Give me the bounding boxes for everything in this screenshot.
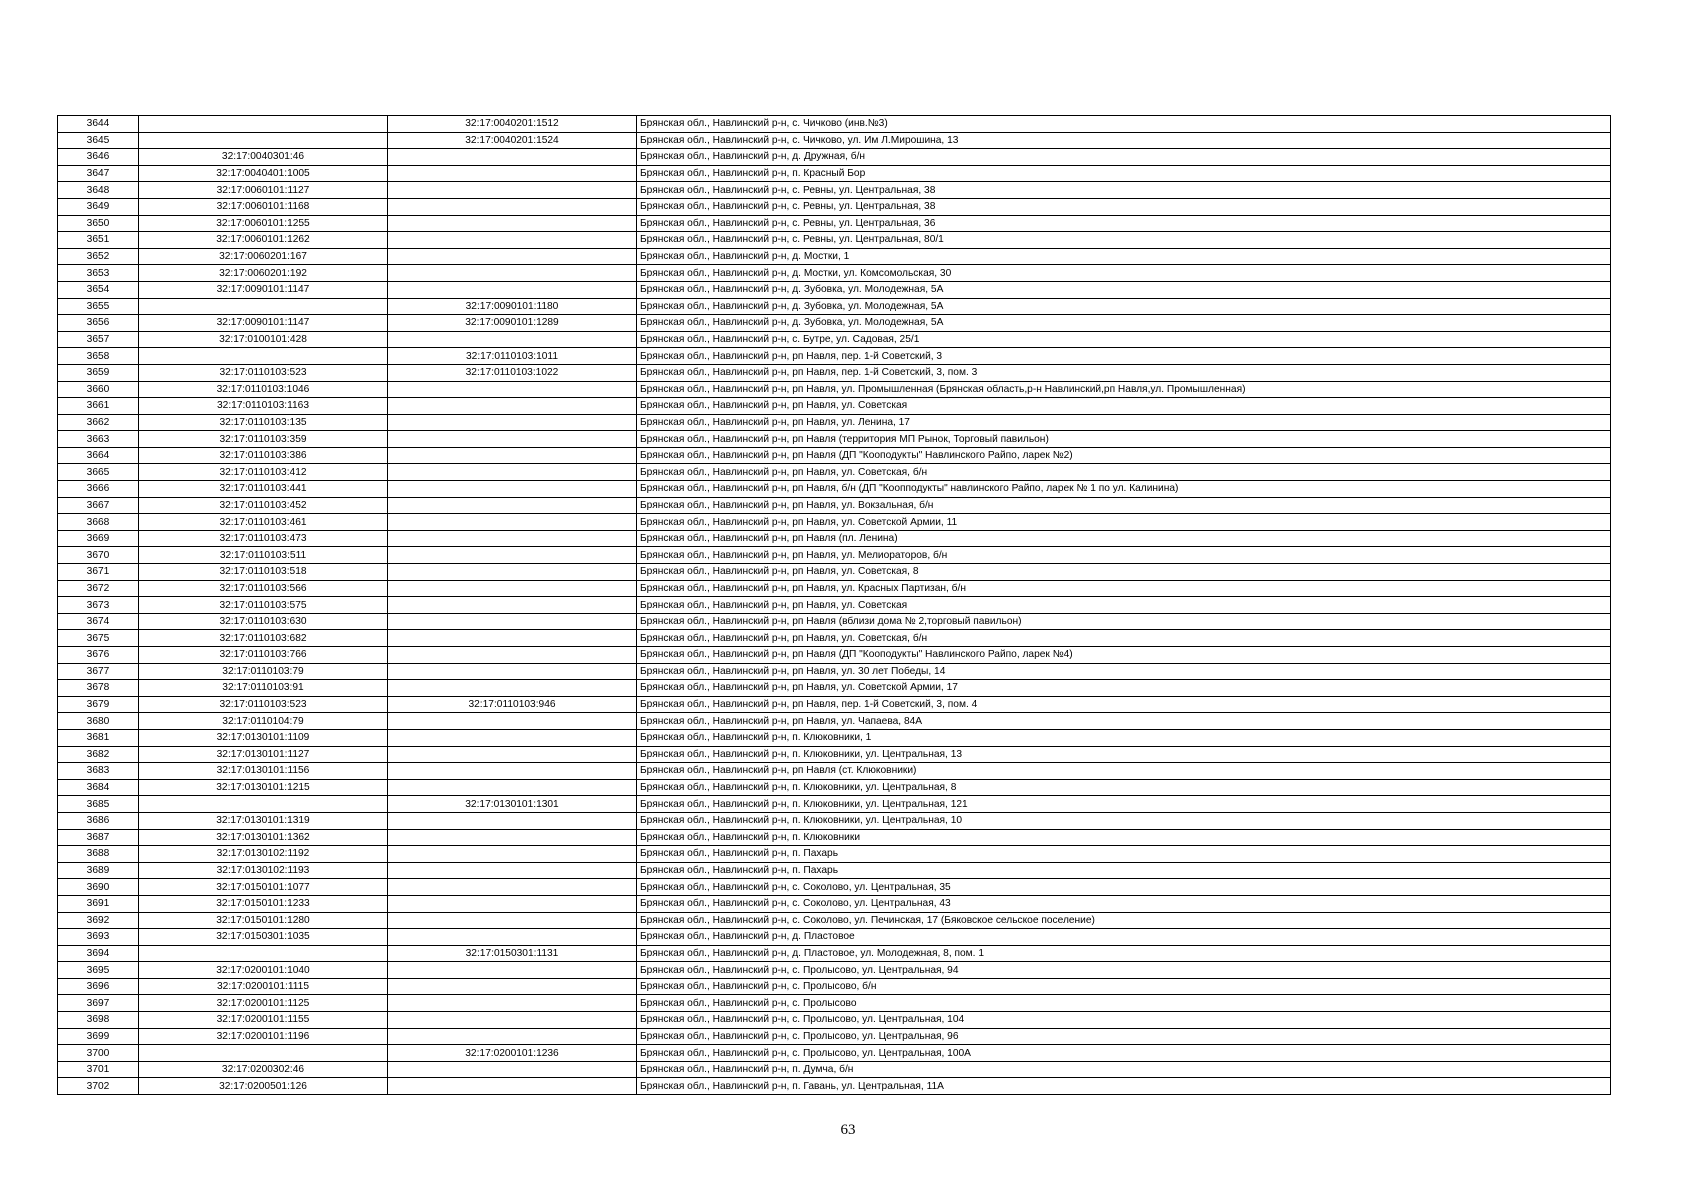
cadastral-number-cell: 32:17:0110103:1046 <box>139 381 388 398</box>
row-number-cell: 3697 <box>58 995 139 1012</box>
row-number-cell: 3701 <box>58 1061 139 1078</box>
address-cell: Брянская обл., Навлинский р-н, с. Соколово, ул. Печинская, 17 (Бяковское сельское поселение) <box>637 912 1611 929</box>
cadastral-number-secondary-cell <box>388 547 637 564</box>
cadastral-number-cell: 32:17:0150101:1077 <box>139 879 388 896</box>
cadastral-number-secondary-cell <box>388 995 637 1012</box>
cadastral-number-secondary-cell <box>388 680 637 697</box>
row-number-cell: 3698 <box>58 1012 139 1029</box>
cadastral-number-secondary-cell <box>388 265 637 282</box>
table-row <box>58 265 1611 282</box>
row-number-cell: 3664 <box>58 447 139 464</box>
cadastral-number-cell: 32:17:0150301:1035 <box>139 929 388 946</box>
table-row <box>58 613 1611 630</box>
address-cell: Брянская обл., Навлинский р-н, с. Пролысово, ул. Центральная, 96 <box>637 1028 1611 1045</box>
property-table <box>57 115 1611 1095</box>
table-row <box>58 779 1611 796</box>
row-number-cell: 3681 <box>58 729 139 746</box>
row-number-cell: 3674 <box>58 613 139 630</box>
row-number-cell: 3687 <box>58 829 139 846</box>
cadastral-number-cell <box>139 116 388 133</box>
table-row <box>58 862 1611 879</box>
table-row <box>58 514 1611 531</box>
table-row <box>58 497 1611 514</box>
row-number-cell: 3690 <box>58 879 139 896</box>
cadastral-number-secondary-cell <box>388 978 637 995</box>
row-number-cell: 3658 <box>58 348 139 365</box>
address-cell: Брянская обл., Навлинский р-н, п. Клюковники <box>637 829 1611 846</box>
address-cell: Брянская обл., Навлинский р-н, с. Бутре, ул. Садовая, 25/1 <box>637 331 1611 348</box>
table-row <box>58 763 1611 780</box>
address-cell: Брянская обл., Навлинский р-н, рп Навля, ул. Советская <box>637 597 1611 614</box>
table-row <box>58 447 1611 464</box>
cadastral-number-secondary-cell <box>388 331 637 348</box>
table-row <box>58 895 1611 912</box>
table-row <box>58 647 1611 664</box>
table-row <box>58 729 1611 746</box>
cadastral-number-cell: 32:17:0110103:1163 <box>139 398 388 415</box>
table-row <box>58 1045 1611 1062</box>
row-number-cell: 3693 <box>58 929 139 946</box>
address-cell: Брянская обл., Навлинский р-н, рп Навля (ДП "Кооподукты" Навлинского Райпо, ларек №2) <box>637 447 1611 464</box>
address-cell: Брянская обл., Навлинский р-н, д. Мостки, 1 <box>637 248 1611 265</box>
address-cell: Брянская обл., Навлинский р-н, с. Пролысово, ул. Центральная, 100А <box>637 1045 1611 1062</box>
address-cell: Брянская обл., Навлинский р-н, рп Навля, пер. 1-й Советский, 3 <box>637 348 1611 365</box>
cadastral-number-cell <box>139 945 388 962</box>
cadastral-number-secondary-cell: 32:17:0040201:1524 <box>388 132 637 149</box>
row-number-cell: 3670 <box>58 547 139 564</box>
cadastral-number-cell: 32:17:0090101:1147 <box>139 281 388 298</box>
row-number-cell: 3671 <box>58 564 139 581</box>
cadastral-number-secondary-cell <box>388 447 637 464</box>
address-cell: Брянская обл., Навлинский р-н, с. Чичково, ул. Им Л.Мирошина, 13 <box>637 132 1611 149</box>
cadastral-number-secondary-cell <box>388 281 637 298</box>
row-number-cell: 3694 <box>58 945 139 962</box>
address-cell: Брянская обл., Навлинский р-н, рп Навля, б/н (ДП "Коопподукты" навлинского Райпо, ларек № 1 по ул. Калинина) <box>637 481 1611 498</box>
cadastral-number-cell: 32:17:0200101:1125 <box>139 995 388 1012</box>
table-row <box>58 962 1611 979</box>
address-cell: Брянская обл., Навлинский р-н, д. Пластовое, ул. Молодежная, 8, пом. 1 <box>637 945 1611 962</box>
table-row <box>58 398 1611 415</box>
cadastral-number-cell: 32:17:0110103:441 <box>139 481 388 498</box>
cadastral-number-cell: 32:17:0060201:167 <box>139 248 388 265</box>
address-cell: Брянская обл., Навлинский р-н, п. Клюковники, ул. Центральная, 13 <box>637 746 1611 763</box>
table-row <box>58 1028 1611 1045</box>
row-number-cell: 3696 <box>58 978 139 995</box>
cadastral-number-secondary-cell <box>388 215 637 232</box>
row-number-cell: 3700 <box>58 1045 139 1062</box>
cadastral-number-secondary-cell <box>388 464 637 481</box>
cadastral-number-secondary-cell <box>388 1028 637 1045</box>
cadastral-number-cell: 32:17:0060101:1255 <box>139 215 388 232</box>
address-cell: Брянская обл., Навлинский р-н, рп Навля, ул. Вокзальная, б/н <box>637 497 1611 514</box>
cadastral-number-secondary-cell: 32:17:0040201:1512 <box>388 116 637 133</box>
table-row <box>58 580 1611 597</box>
row-number-cell: 3684 <box>58 779 139 796</box>
cadastral-number-cell: 32:17:0110103:91 <box>139 680 388 697</box>
cadastral-number-secondary-cell <box>388 829 637 846</box>
cadastral-number-cell: 32:17:0100101:428 <box>139 331 388 348</box>
row-number-cell: 3649 <box>58 198 139 215</box>
cadastral-number-secondary-cell <box>388 1012 637 1029</box>
address-cell: Брянская обл., Навлинский р-н, рп Навля (территория МП Рынок, Торговый павильон) <box>637 431 1611 448</box>
table-row <box>58 132 1611 149</box>
cadastral-number-cell: 32:17:0110103:135 <box>139 414 388 431</box>
cadastral-number-cell: 32:17:0130102:1193 <box>139 862 388 879</box>
cadastral-number-cell: 32:17:0150101:1233 <box>139 895 388 912</box>
address-cell: Брянская обл., Навлинский р-н, п. Гавань, ул. Центральная, 11А <box>637 1078 1611 1095</box>
cadastral-number-cell: 32:17:0110104:79 <box>139 713 388 730</box>
cadastral-number-cell: 32:17:0110103:523 <box>139 364 388 381</box>
cadastral-number-secondary-cell <box>388 564 637 581</box>
cadastral-number-secondary-cell <box>388 431 637 448</box>
table-row <box>58 1061 1611 1078</box>
table-row <box>58 315 1611 332</box>
row-number-cell: 3689 <box>58 862 139 879</box>
address-cell: Брянская обл., Навлинский р-н, рп Навля, ул. Советская, 8 <box>637 564 1611 581</box>
table-row <box>58 215 1611 232</box>
cadastral-number-secondary-cell <box>388 613 637 630</box>
table-row <box>58 663 1611 680</box>
table-row <box>58 248 1611 265</box>
table-row <box>58 564 1611 581</box>
row-number-cell: 3682 <box>58 746 139 763</box>
cadastral-number-cell: 32:17:0110103:359 <box>139 431 388 448</box>
address-cell: Брянская обл., Навлинский р-н, рп Навля, ул. Советская, б/н <box>637 630 1611 647</box>
cadastral-number-cell: 32:17:0130101:1127 <box>139 746 388 763</box>
table-row <box>58 281 1611 298</box>
cadastral-number-cell: 32:17:0110103:682 <box>139 630 388 647</box>
address-cell: Брянская обл., Навлинский р-н, рп Навля, ул. Советской Армии, 17 <box>637 680 1611 697</box>
table-row <box>58 1078 1611 1095</box>
cadastral-number-secondary-cell: 32:17:0130101:1301 <box>388 796 637 813</box>
row-number-cell: 3699 <box>58 1028 139 1045</box>
address-cell: Брянская обл., Навлинский р-н, д. Зубовка, ул. Молодежная, 5А <box>637 281 1611 298</box>
address-cell: Брянская обл., Навлинский р-н, п. Клюковники, 1 <box>637 729 1611 746</box>
table-row <box>58 846 1611 863</box>
row-number-cell: 3650 <box>58 215 139 232</box>
address-cell: Брянская обл., Навлинский р-н, рп Навля (ДП "Кооподукты" Навлинского Райпо, ларек №4) <box>637 647 1611 664</box>
cadastral-number-cell: 32:17:0150101:1280 <box>139 912 388 929</box>
address-cell: Брянская обл., Навлинский р-н, п. Красный Бор <box>637 165 1611 182</box>
row-number-cell: 3666 <box>58 481 139 498</box>
cadastral-number-cell: 32:17:0110103:630 <box>139 613 388 630</box>
row-number-cell: 3661 <box>58 398 139 415</box>
address-cell: Брянская обл., Навлинский р-н, п. Пахарь <box>637 846 1611 863</box>
row-number-cell: 3644 <box>58 116 139 133</box>
row-number-cell: 3675 <box>58 630 139 647</box>
table-row <box>58 348 1611 365</box>
row-number-cell: 3672 <box>58 580 139 597</box>
cadastral-number-secondary-cell <box>388 248 637 265</box>
address-cell: Брянская обл., Навлинский р-н, рп Навля, пер. 1-й Советский, 3, пом. 3 <box>637 364 1611 381</box>
table-row <box>58 630 1611 647</box>
row-number-cell: 3654 <box>58 281 139 298</box>
cadastral-number-cell: 32:17:0090101:1147 <box>139 315 388 332</box>
table-row <box>58 929 1611 946</box>
cadastral-number-secondary-cell <box>388 597 637 614</box>
cadastral-number-cell: 32:17:0060201:192 <box>139 265 388 282</box>
cadastral-number-secondary-cell <box>388 165 637 182</box>
table-row <box>58 945 1611 962</box>
cadastral-number-cell: 32:17:0200302:46 <box>139 1061 388 1078</box>
table-row <box>58 746 1611 763</box>
address-cell: Брянская обл., Навлинский р-н, рп Навля, ул. Красных Партизан, б/н <box>637 580 1611 597</box>
table-row <box>58 796 1611 813</box>
address-cell: Брянская обл., Навлинский р-н, д. Мостки, ул. Комсомольская, 30 <box>637 265 1611 282</box>
row-number-cell: 3653 <box>58 265 139 282</box>
cadastral-number-secondary-cell <box>388 713 637 730</box>
cadastral-number-secondary-cell <box>388 414 637 431</box>
row-number-cell: 3695 <box>58 962 139 979</box>
address-cell: Брянская обл., Навлинский р-н, рп Навля, пер. 1-й Советский, 3, пом. 4 <box>637 696 1611 713</box>
cadastral-number-secondary-cell <box>388 198 637 215</box>
cadastral-number-cell: 32:17:0200101:1196 <box>139 1028 388 1045</box>
row-number-cell: 3657 <box>58 331 139 348</box>
cadastral-number-secondary-cell <box>388 182 637 199</box>
cadastral-number-cell: 32:17:0110103:766 <box>139 647 388 664</box>
address-cell: Брянская обл., Навлинский р-н, рп Навля, ул. Советская <box>637 398 1611 415</box>
cadastral-number-cell: 32:17:0110103:518 <box>139 564 388 581</box>
cadastral-number-secondary-cell <box>388 580 637 597</box>
address-cell: Брянская обл., Навлинский р-н, с. Ревны, ул. Центральная, 38 <box>637 182 1611 199</box>
row-number-cell: 3645 <box>58 132 139 149</box>
cadastral-number-secondary-cell: 32:17:0110103:946 <box>388 696 637 713</box>
row-number-cell: 3655 <box>58 298 139 315</box>
cadastral-number-cell <box>139 132 388 149</box>
cadastral-number-cell: 32:17:0200101:1115 <box>139 978 388 995</box>
address-cell: Брянская обл., Навлинский р-н, с. Соколово, ул. Центральная, 35 <box>637 879 1611 896</box>
cadastral-number-cell: 32:17:0130102:1192 <box>139 846 388 863</box>
address-cell: Брянская обл., Навлинский р-н, д. Пластовое <box>637 929 1611 946</box>
table-row <box>58 829 1611 846</box>
cadastral-number-cell: 32:17:0110103:386 <box>139 447 388 464</box>
cadastral-number-secondary-cell: 32:17:0110103:1022 <box>388 364 637 381</box>
table-row <box>58 165 1611 182</box>
table-row <box>58 331 1611 348</box>
address-cell: Брянская обл., Навлинский р-н, с. Ревны, ул. Центральная, 36 <box>637 215 1611 232</box>
cadastral-number-secondary-cell: 32:17:0150301:1131 <box>388 945 637 962</box>
cadastral-number-cell: 32:17:0110103:575 <box>139 597 388 614</box>
cadastral-number-cell: 32:17:0130101:1362 <box>139 829 388 846</box>
row-number-cell: 3660 <box>58 381 139 398</box>
cadastral-number-cell <box>139 348 388 365</box>
table-row <box>58 912 1611 929</box>
address-cell: Брянская обл., Навлинский р-н, п. Клюковники, ул. Центральная, 8 <box>637 779 1611 796</box>
cadastral-number-cell: 32:17:0130101:1215 <box>139 779 388 796</box>
address-cell: Брянская обл., Навлинский р-н, п. Пахарь <box>637 862 1611 879</box>
cadastral-number-secondary-cell <box>388 497 637 514</box>
table-row <box>58 464 1611 481</box>
cadastral-number-secondary-cell <box>388 962 637 979</box>
table-row <box>58 547 1611 564</box>
address-cell: Брянская обл., Навлинский р-н, рп Навля, ул. Советской Армии, 11 <box>637 514 1611 531</box>
cadastral-number-secondary-cell <box>388 232 637 249</box>
cadastral-number-cell: 32:17:0110103:412 <box>139 464 388 481</box>
row-number-cell: 3673 <box>58 597 139 614</box>
row-number-cell: 3647 <box>58 165 139 182</box>
cadastral-number-secondary-cell <box>388 763 637 780</box>
cadastral-number-secondary-cell: 32:17:0090101:1180 <box>388 298 637 315</box>
row-number-cell: 3685 <box>58 796 139 813</box>
address-cell: Брянская обл., Навлинский р-н, п. Клюковники, ул. Центральная, 121 <box>637 796 1611 813</box>
row-number-cell: 3680 <box>58 713 139 730</box>
row-number-cell: 3676 <box>58 647 139 664</box>
address-cell: Брянская обл., Навлинский р-н, с. Пролысово <box>637 995 1611 1012</box>
cadastral-number-secondary-cell <box>388 862 637 879</box>
address-cell: Брянская обл., Навлинский р-н, рп Навля (ст. Клюковники) <box>637 763 1611 780</box>
table-row <box>58 812 1611 829</box>
address-cell: Брянская обл., Навлинский р-н, с. Пролысово, б/н <box>637 978 1611 995</box>
table-row <box>58 530 1611 547</box>
cadastral-number-secondary-cell <box>388 481 637 498</box>
table-row <box>58 431 1611 448</box>
cadastral-number-secondary-cell: 32:17:0110103:1011 <box>388 348 637 365</box>
table-row <box>58 232 1611 249</box>
cadastral-number-cell: 32:17:0110103:452 <box>139 497 388 514</box>
cadastral-number-cell: 32:17:0060101:1168 <box>139 198 388 215</box>
cadastral-number-cell: 32:17:0110103:511 <box>139 547 388 564</box>
cadastral-number-cell: 32:17:0110103:461 <box>139 514 388 531</box>
address-cell: Брянская обл., Навлинский р-н, рп Навля, ул. Чапаева, 84А <box>637 713 1611 730</box>
cadastral-number-cell: 32:17:0040401:1005 <box>139 165 388 182</box>
table-row <box>58 381 1611 398</box>
cadastral-number-cell: 32:17:0060101:1262 <box>139 232 388 249</box>
table-row <box>58 713 1611 730</box>
row-number-cell: 3646 <box>58 149 139 166</box>
address-cell: Брянская обл., Навлинский р-н, рп Навля, ул. Советская, б/н <box>637 464 1611 481</box>
row-number-cell: 3665 <box>58 464 139 481</box>
address-cell: Брянская обл., Навлинский р-н, с. Пролысово, ул. Центральная, 104 <box>637 1012 1611 1029</box>
row-number-cell: 3677 <box>58 663 139 680</box>
cadastral-number-cell: 32:17:0200101:1040 <box>139 962 388 979</box>
cadastral-number-secondary-cell <box>388 149 637 166</box>
address-cell: Брянская обл., Навлинский р-н, рп Навля (вблизи дома № 2,торговый павильон) <box>637 613 1611 630</box>
table-row <box>58 298 1611 315</box>
address-cell: Брянская обл., Навлинский р-н, рп Навля (пл. Ленина) <box>637 530 1611 547</box>
cadastral-number-secondary-cell <box>388 530 637 547</box>
cadastral-number-secondary-cell <box>388 746 637 763</box>
address-cell: Брянская обл., Навлинский р-н, п. Клюковники, ул. Центральная, 10 <box>637 812 1611 829</box>
row-number-cell: 3667 <box>58 497 139 514</box>
cadastral-number-secondary-cell <box>388 729 637 746</box>
row-number-cell: 3678 <box>58 680 139 697</box>
row-number-cell: 3652 <box>58 248 139 265</box>
cadastral-number-cell <box>139 796 388 813</box>
cadastral-number-cell: 32:17:0110103:523 <box>139 696 388 713</box>
address-cell: Брянская обл., Навлинский р-н, с. Чичково (инв.№3) <box>637 116 1611 133</box>
cadastral-number-secondary-cell <box>388 381 637 398</box>
cadastral-number-secondary-cell <box>388 912 637 929</box>
row-number-cell: 3656 <box>58 315 139 332</box>
cadastral-number-secondary-cell <box>388 514 637 531</box>
cadastral-number-cell: 32:17:0110103:79 <box>139 663 388 680</box>
cadastral-number-cell <box>139 1045 388 1062</box>
cadastral-number-cell: 32:17:0040301:46 <box>139 149 388 166</box>
table-row <box>58 149 1611 166</box>
cadastral-number-cell: 32:17:0200501:126 <box>139 1078 388 1095</box>
cadastral-number-secondary-cell <box>388 398 637 415</box>
row-number-cell: 3668 <box>58 514 139 531</box>
table-row <box>58 414 1611 431</box>
table-row <box>58 364 1611 381</box>
row-number-cell: 3686 <box>58 812 139 829</box>
cadastral-number-cell: 32:17:0200101:1155 <box>139 1012 388 1029</box>
table-row <box>58 481 1611 498</box>
row-number-cell: 3659 <box>58 364 139 381</box>
row-number-cell: 3663 <box>58 431 139 448</box>
table-row <box>58 182 1611 199</box>
cadastral-number-secondary-cell <box>388 812 637 829</box>
cadastral-number-secondary-cell <box>388 1078 637 1095</box>
cadastral-number-secondary-cell: 32:17:0090101:1289 <box>388 315 637 332</box>
table-row <box>58 680 1611 697</box>
address-cell: Брянская обл., Навлинский р-н, с. Пролысово, ул. Центральная, 94 <box>637 962 1611 979</box>
table-row <box>58 995 1611 1012</box>
table-row <box>58 597 1611 614</box>
address-cell: Брянская обл., Навлинский р-н, д. Зубовка, ул. Молодежная, 5А <box>637 315 1611 332</box>
cadastral-number-secondary-cell <box>388 779 637 796</box>
address-cell: Брянская обл., Навлинский р-н, п. Думча, б/н <box>637 1061 1611 1078</box>
table-row <box>58 696 1611 713</box>
address-cell: Брянская обл., Навлинский р-н, рп Навля, ул. 30 лет Победы, 14 <box>637 663 1611 680</box>
row-number-cell: 3679 <box>58 696 139 713</box>
row-number-cell: 3669 <box>58 530 139 547</box>
address-cell: Брянская обл., Навлинский р-н, с. Ревны, ул. Центральная, 38 <box>637 198 1611 215</box>
property-table-body <box>58 116 1611 1095</box>
cadastral-number-cell: 32:17:0060101:1127 <box>139 182 388 199</box>
page-number: 63 <box>840 1122 856 1138</box>
table-row <box>58 116 1611 133</box>
row-number-cell: 3692 <box>58 912 139 929</box>
cadastral-number-secondary-cell <box>388 1061 637 1078</box>
cadastral-number-secondary-cell <box>388 846 637 863</box>
row-number-cell: 3651 <box>58 232 139 249</box>
cadastral-number-cell: 32:17:0110103:473 <box>139 530 388 547</box>
address-cell: Брянская обл., Навлинский р-н, рп Навля, ул. Мелиораторов, б/н <box>637 547 1611 564</box>
address-cell: Брянская обл., Навлинский р-н, с. Ревны, ул. Центральная, 80/1 <box>637 232 1611 249</box>
cadastral-number-secondary-cell: 32:17:0200101:1236 <box>388 1045 637 1062</box>
table-row <box>58 1012 1611 1029</box>
address-cell: Брянская обл., Навлинский р-н, д. Зубовка, ул. Молодежная, 5А <box>637 298 1611 315</box>
address-cell: Брянская обл., Навлинский р-н, с. Соколово, ул. Центральная, 43 <box>637 895 1611 912</box>
table-row <box>58 198 1611 215</box>
row-number-cell: 3683 <box>58 763 139 780</box>
address-cell: Брянская обл., Навлинский р-н, рп Навля, ул. Промышленная (Брянская область,р-н Навлинский,рп Навля,ул. Промышленная) <box>637 381 1611 398</box>
cadastral-number-secondary-cell <box>388 879 637 896</box>
cadastral-number-cell <box>139 298 388 315</box>
table-row <box>58 879 1611 896</box>
cadastral-number-secondary-cell <box>388 663 637 680</box>
cadastral-number-cell: 32:17:0130101:1156 <box>139 763 388 780</box>
cadastral-number-secondary-cell <box>388 630 637 647</box>
row-number-cell: 3702 <box>58 1078 139 1095</box>
address-cell: Брянская обл., Навлинский р-н, д. Дружная, б/н <box>637 149 1611 166</box>
cadastral-number-cell: 32:17:0110103:566 <box>139 580 388 597</box>
row-number-cell: 3688 <box>58 846 139 863</box>
cadastral-number-secondary-cell <box>388 929 637 946</box>
address-cell: Брянская обл., Навлинский р-н, рп Навля, ул. Ленина, 17 <box>637 414 1611 431</box>
cadastral-number-cell: 32:17:0130101:1109 <box>139 729 388 746</box>
row-number-cell: 3648 <box>58 182 139 199</box>
row-number-cell: 3662 <box>58 414 139 431</box>
cadastral-number-secondary-cell <box>388 647 637 664</box>
cadastral-number-cell: 32:17:0130101:1319 <box>139 812 388 829</box>
table-row <box>58 978 1611 995</box>
cadastral-number-secondary-cell <box>388 895 637 912</box>
row-number-cell: 3691 <box>58 895 139 912</box>
